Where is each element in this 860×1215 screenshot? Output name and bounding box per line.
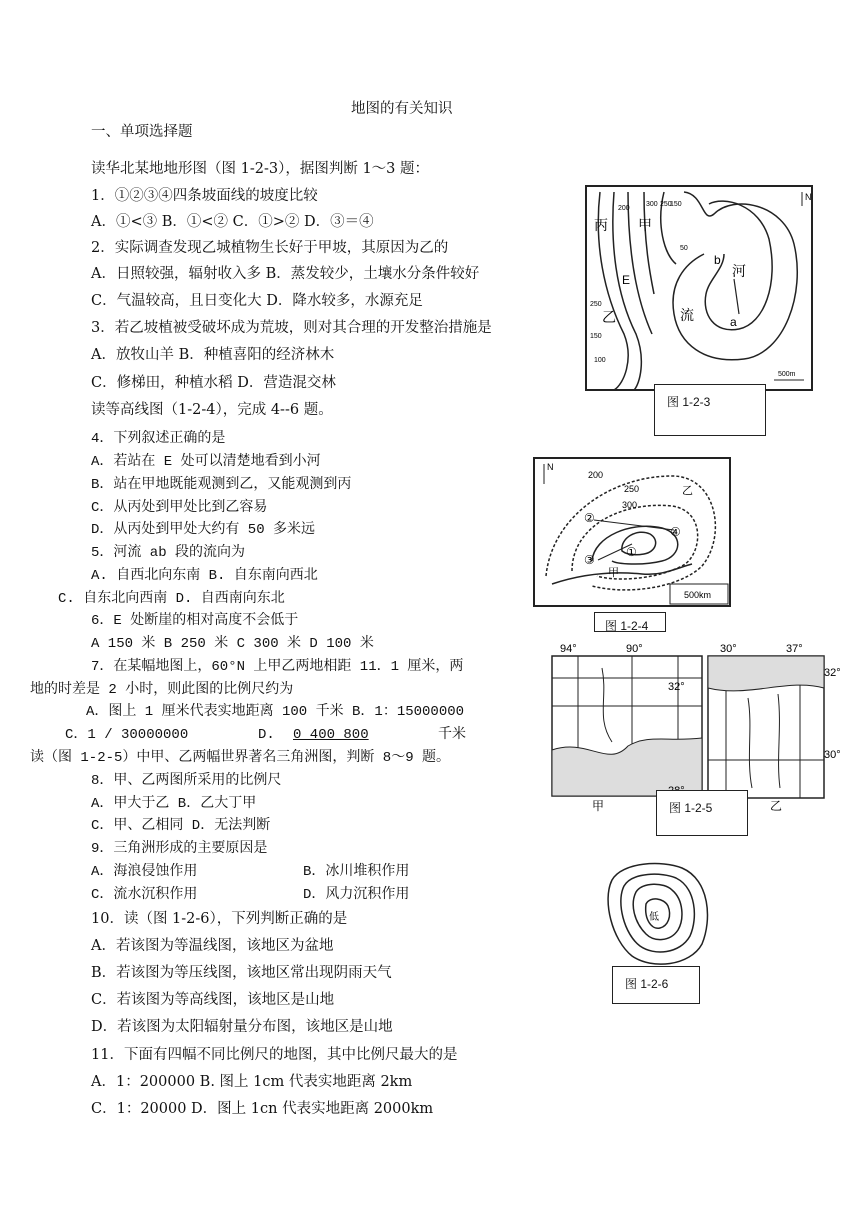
option: D．从丙处到甲处大约有 50 多米远 <box>91 522 316 538</box>
figure-1-2-4-map <box>532 456 732 608</box>
fig123-contour-50: 50 <box>680 245 688 252</box>
figure-1-2-3-caption: 图 1-2-3 <box>654 384 766 436</box>
option-c: C．1 / 30000000 <box>65 727 189 743</box>
fig123-contour-150: 150 <box>670 201 682 208</box>
option-b: B．冰川堆积作用 <box>303 864 410 880</box>
fig124-contour-250: 250 <box>624 484 640 494</box>
question-9: 9．三角洲形成的主要原因是 <box>91 841 268 857</box>
option: A．若站在 E 处可以清楚地看到小河 <box>91 454 321 470</box>
fig123-label-b: b <box>714 253 721 267</box>
text-line: 读（图 1-2-5）中甲、乙两幅世界著名三角洲图，判断 8～9 题。 <box>30 750 451 766</box>
fig124-marker-2: ② <box>584 511 595 525</box>
option: A．若该图为等温线图，该地区为盆地 <box>91 938 334 954</box>
fig123-contour-150b: 150 <box>590 333 602 340</box>
options: C．气温较高，且日变化大 D．降水较多，水源充足 <box>91 293 423 309</box>
fig123-contour-100: 100 <box>594 357 606 364</box>
fig124-contour-300: 300 <box>622 500 638 510</box>
fig125-tick-37: 37° <box>786 643 803 655</box>
fig123-contour-250b: 250 <box>590 301 602 308</box>
options: C．甲、乙相同 D．无法判断 <box>91 818 271 834</box>
figure-1-2-3-map <box>584 184 816 394</box>
figure-1-2-4-caption: 图 1-2-4 <box>594 612 666 632</box>
option-d: D. <box>258 727 275 743</box>
options: A．日照较强，辐射收入多 B．蒸发较少，土壤水分条件较好 <box>91 266 480 282</box>
fig125-tick-90: 90° <box>626 643 643 655</box>
option-c: C．流水沉积作用 <box>91 887 198 903</box>
fig125-tick-30: 30° <box>720 643 737 655</box>
fig125-tick-94: 94° <box>560 643 577 655</box>
option: C．从丙处到甲处比到乙容易 <box>91 500 268 516</box>
question-2: 2．实际调查发现乙城植物生长好于甲坡，其原因为乙的 <box>91 240 449 256</box>
text-line: 读华北某地地形图（图 1-2-3），据图判断 1～3 题： <box>91 161 430 177</box>
fig124-label-north: N <box>547 462 554 472</box>
option: D．若该图为太阳辐射量分布图，该地区是山地 <box>91 1019 393 1035</box>
options: C. 自东北向西南 D. 自西南向东北 <box>58 591 285 607</box>
fig126-center-label: 低 <box>649 912 659 923</box>
text-line: 地的时差是 2 小时，则此图的比例尺约为 <box>30 682 294 698</box>
options: A．1：200000 B. 图上 1cm 代表实地距离 2km <box>91 1074 413 1090</box>
options: C．修梯田，种植水稻 D．营造混交林 <box>91 375 336 391</box>
options: A. 自西北向东南 B. 自东南向西北 <box>91 568 318 584</box>
fig125-label-yi: 乙 <box>770 799 783 813</box>
options: A．①<③ B．①<② C．①>② D．③＝④ <box>91 214 374 230</box>
fig124-marker-3: ③ <box>584 553 595 567</box>
option: B．站在甲地既能观测到乙，又能观测到丙 <box>91 477 352 493</box>
option: C．若该图为等高线图，该地区是山地 <box>91 992 335 1008</box>
option: B．若该图为等压线图，该地区常出现阴雨天气 <box>91 965 392 981</box>
fig123-label-river: 河 <box>732 263 746 279</box>
fig123-contour-300: 300 <box>646 201 658 208</box>
fig124-marker-4: ④ <box>670 525 681 539</box>
figure-1-2-5-caption: 图 1-2-5 <box>656 790 748 836</box>
question-4: 4．下列叙述正确的是 <box>91 431 226 447</box>
options: C．1：20000 D．图上 1cn 代表实地距离 2000km <box>91 1101 434 1117</box>
fig125-tick-30r: 30° <box>824 749 841 761</box>
options: A 150 米 B 250 米 C 300 米 D 100 米 <box>91 636 374 652</box>
fig123-contour-250: 250 <box>660 201 672 208</box>
fig123-label-e: E <box>622 273 631 287</box>
fig124-marker-1: ① <box>626 545 637 559</box>
fig123-scale: 500m <box>778 371 796 378</box>
fig123-label-jia: 甲 <box>638 217 652 233</box>
question-8: 8．甲、乙两图所采用的比例尺 <box>91 773 282 789</box>
question-1: 1．①②③④四条坡面线的坡度比较 <box>91 188 318 204</box>
fig125-label-jia: 甲 <box>592 799 605 813</box>
fig125-tick-32r: 32° <box>824 667 841 679</box>
section-heading: 一、单项选择题 <box>91 124 193 140</box>
question-11: 11．下面有四幅不同比例尺的地图，其中比例尺最大的是 <box>91 1047 458 1063</box>
scale-bar-text: 0 400 800 <box>293 727 369 743</box>
text-line: 读等高线图（1-2-4），完成 4--6 题。 <box>91 402 333 418</box>
options: A．放牧山羊 B．种植喜阳的经济林木 <box>91 347 335 363</box>
question-5: 5．河流 ab 段的流向为 <box>91 545 246 561</box>
fig123-contour-200: 200 <box>618 205 630 212</box>
fig123-label-north: N <box>805 192 812 202</box>
fig124-label-yi: 乙 <box>682 485 693 497</box>
scale-unit: 千米 <box>438 727 466 743</box>
page-title: 地图的有关知识 <box>351 101 453 117</box>
question-6: 6．E 处断崖的相对高度不会低于 <box>91 613 299 629</box>
fig123-label-a: a <box>730 315 737 329</box>
fig123-label-bing: 丙 <box>594 217 608 233</box>
fig124-contour-200: 200 <box>588 470 604 480</box>
option-d: D．风力沉积作用 <box>303 887 410 903</box>
fig123-label-flow: 流 <box>680 307 694 323</box>
question-3: 3．若乙坡植被受破坏成为荒坡，则对其合理的开发整治措施是 <box>91 320 492 336</box>
fig124-label-jia: 甲 <box>608 567 619 579</box>
fig125-tick-32: 32° <box>668 681 685 693</box>
option-a: A．海浪侵蚀作用 <box>91 864 198 880</box>
fig124-scale: 500km <box>684 590 712 600</box>
figure-1-2-6-caption: 图 1-2-6 <box>612 966 700 1004</box>
question-7: 7．在某幅地图上，60°N 上甲乙两地相距 11．1 厘米，两 <box>91 659 464 675</box>
figure-1-2-6-isolines <box>602 860 714 970</box>
options: A．甲大于乙 B．乙大丁甲 <box>91 796 257 812</box>
fig123-label-yi: 乙 <box>602 309 616 325</box>
options: A．图上 1 厘米代表实地距离 100 千米 B．1：15000000 <box>86 704 465 720</box>
question-10: 10．读（图 1-2-6），下列判断正确的是 <box>91 911 348 927</box>
